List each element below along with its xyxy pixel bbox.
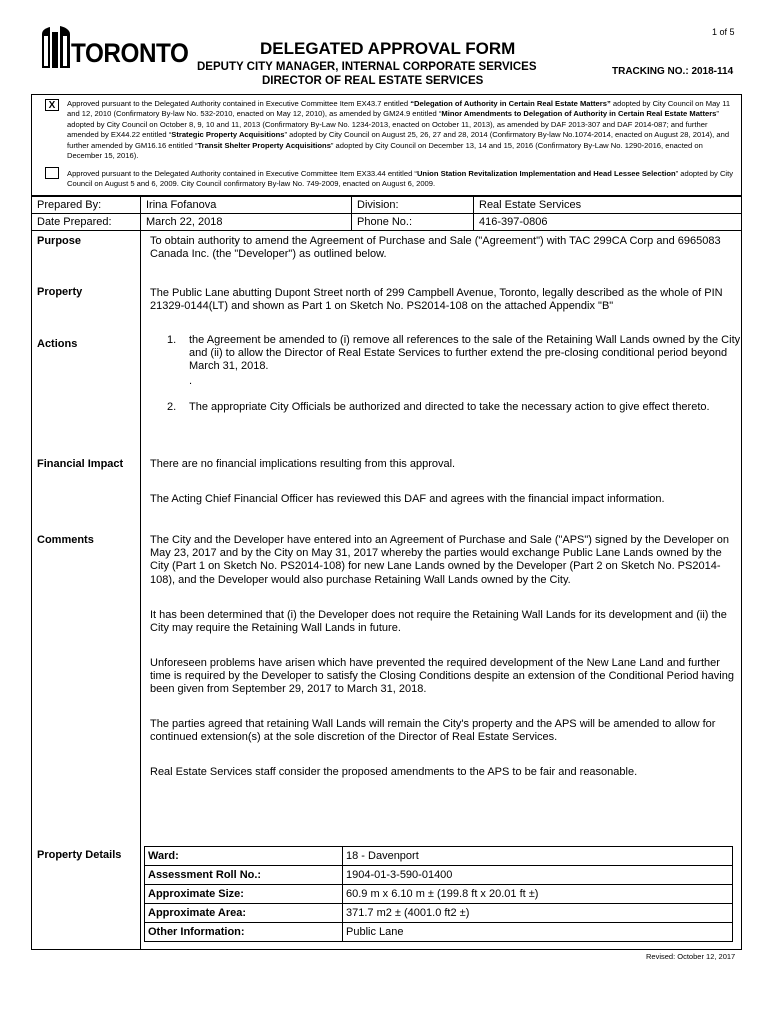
table-row	[145, 847, 733, 866]
actions-label: Actions	[37, 338, 78, 350]
division-label: Division:	[352, 197, 474, 214]
form-subtitle-2: DIRECTOR OF REAL ESTATE SERVICES	[262, 75, 484, 87]
comments-label: Comments	[37, 534, 94, 546]
authority-checkbox-2[interactable]	[45, 167, 59, 179]
property-label: Property	[37, 286, 83, 298]
property-details-table	[144, 846, 733, 942]
comments-paragraph-2: It has been determined that (i) the Developer does not require the Retaining Wall Lands for its development and (ii) the City may require the Retaining Wall Lands in future.	[150, 609, 727, 635]
other-info-value: Public Lane	[343, 923, 733, 942]
purpose-label: Purpose	[37, 235, 82, 247]
division-value: Real Estate Services	[474, 197, 742, 214]
purpose-text: To obtain authority to amend the Agreement of Purchase and Sale ("Agreement") with TAC 299CA Corp and 6965083 Canada Inc. (the "Developer") as outlined below.	[150, 235, 721, 261]
area-value: 371.7 m2 ± (4001.0 ft2 ±)	[343, 904, 733, 923]
size-label: Approximate Size:	[145, 885, 343, 904]
table-row	[145, 866, 733, 885]
action-2-number: 2.	[167, 401, 177, 413]
property-details-label: Property Details	[37, 849, 122, 861]
financial-text-1: There are no financial implications resulting from this approval.	[150, 458, 456, 470]
date-value: March 22, 2018	[141, 214, 352, 231]
comments-paragraph-3: Unforeseen problems have arisen which have prevented the required development of the New Lane Land and further time is required by the Developer to satisfy the Closing Conditions despite an extension of the Conditional Period having been given from September 29, 2017 to March 31, 2018.	[150, 657, 734, 696]
action-1-text: the Agreement be amended to (i) remove all references to the sale of the Retaining Wall Lands owned by the City and (ii) to allow the Director of Real Estate Services to further extend the pre-closing conditional period beyond March 31, 2018.	[189, 334, 741, 373]
area-label: Approximate Area:	[145, 904, 343, 923]
financial-label: Financial Impact	[37, 458, 124, 470]
revised-date: Revised: October 12, 2017	[646, 952, 736, 961]
prepared-table	[31, 196, 742, 231]
table-row	[145, 923, 733, 942]
other-info-label: Other Information:	[145, 923, 343, 942]
form-subtitle-1: DEPUTY CITY MANAGER, INTERNAL CORPORATE SERVICES	[197, 61, 537, 73]
toronto-logo	[40, 24, 189, 70]
property-text: The Public Lane abutting Dupont Street north of 299 Campbell Avenue, Toronto, legally described as the whole of PIN 21329-0144(LT) and shown as Part 1 on Sketch No. PS2014-108 on the attached Appendix "B"	[150, 287, 723, 313]
ward-label: Ward:	[145, 847, 343, 866]
table-row	[145, 904, 733, 923]
authority-checkbox-1[interactable]: X	[45, 99, 59, 111]
tracking-number: TRACKING NO.: 2018-114	[612, 66, 734, 77]
logo-wordmark: TORONTO	[71, 38, 189, 68]
comments-paragraph-4: The parties agreed that retaining Wall Lands will remain the City's property and the APS will be amended to allow for continued extension(s) at the sole discretion of the Director of Real Estate Services.	[150, 718, 716, 744]
action-1-number: 1.	[167, 334, 177, 346]
prepared-by-value: Irina Fofanova	[141, 197, 352, 214]
phone-label: Phone No.:	[352, 214, 474, 231]
action-2-text: The appropriate City Officials be authorized and directed to take the necessary action to give effect thereto.	[189, 401, 710, 413]
comments-paragraph-5: Real Estate Services staff consider the proposed amendments to the APS to be fair and reasonable.	[150, 766, 638, 778]
authority-text-1: Approved pursuant to the Delegated Authority contained in Executive Committee Item EX43.7 entitled “Delegation of Authority in Certain Real Estate Matters” adopted by City Council on May 11 and 12, 2010 (Confirmatory By-law No. 532-2010, enacted on May 12, 2010), as amended by GM24.9 entitled “Minor Amendments to Delegation of Authority in Certain Real Estate Matters” adopted by City Council on October 8, 9, 10 and 11, 2013 (Confirmatory By-Law No. 1234-2013, enacted on October 11, 2013), as amended by DAF 2013-307 and DAF 2014-087; and further amended by EX44.22 entitled “Strategic Property Acquisitions” adopted by City Council on August 25, 26, 27 and 28, 2014 (Confirmatory By-law No.1074-2014, enacted on August 28, 2014), and further amended by GM16.16 entitled “Transit Shelter Property Acquisitions” adopted by City Council on December 13, 14 and 15, 2016 (Confirmatory By-Law No. 1290-2016, enacted on December 15, 2016).	[67, 99, 731, 161]
ward-value: 18 - Davenport	[343, 847, 733, 866]
authority-text-2: Approved pursuant to the Delegated Authority contained in Executive Committee Item EX33.44 entitled “Union Station Revitalization Implementation and Head Lessee Selection” adopted by City Council on August 5 and 6, 2009. City Council confirmatory By-law No. 749-2009, enacted on August 6, 2009.	[67, 169, 734, 189]
table-row	[145, 885, 733, 904]
roll-value: 1904-01-3-590-01400	[343, 866, 733, 885]
phone-value: 416-397-0806	[474, 214, 742, 231]
stray-dot: .	[189, 375, 193, 387]
prepared-by-label: Prepared By:	[32, 197, 141, 214]
column-divider	[140, 230, 141, 950]
roll-label: Assessment Roll No.:	[145, 866, 343, 885]
date-label: Date Prepared:	[32, 214, 141, 231]
city-hall-icon	[40, 24, 72, 68]
financial-text-2: The Acting Chief Financial Officer has reviewed this DAF and agrees with the financial impact information.	[150, 493, 665, 505]
comments-paragraph-1: The City and the Developer have entered into an Agreement of Purchase and Sale ("APS") signed by the Developer on May 23, 2017 and by the City on May 31, 2017 whereby the parties would exchange Public Lane Lands owned by the City (Part 1 on Sketch No. PS2014-108) for new Lane Lands owned by the Developer (Part 2 on Sketch No. PS2014-108), and the Developer would also purchase Retaining Wall Lands owned by the City.	[150, 534, 729, 586]
form-title: DELEGATED APPROVAL FORM	[260, 39, 516, 58]
authority-section	[31, 94, 742, 196]
size-value: 60.9 m x 6.10 m ± (199.8 ft x 20.01 ft ±)	[343, 885, 733, 904]
page-number: 1 of 5	[712, 27, 735, 37]
